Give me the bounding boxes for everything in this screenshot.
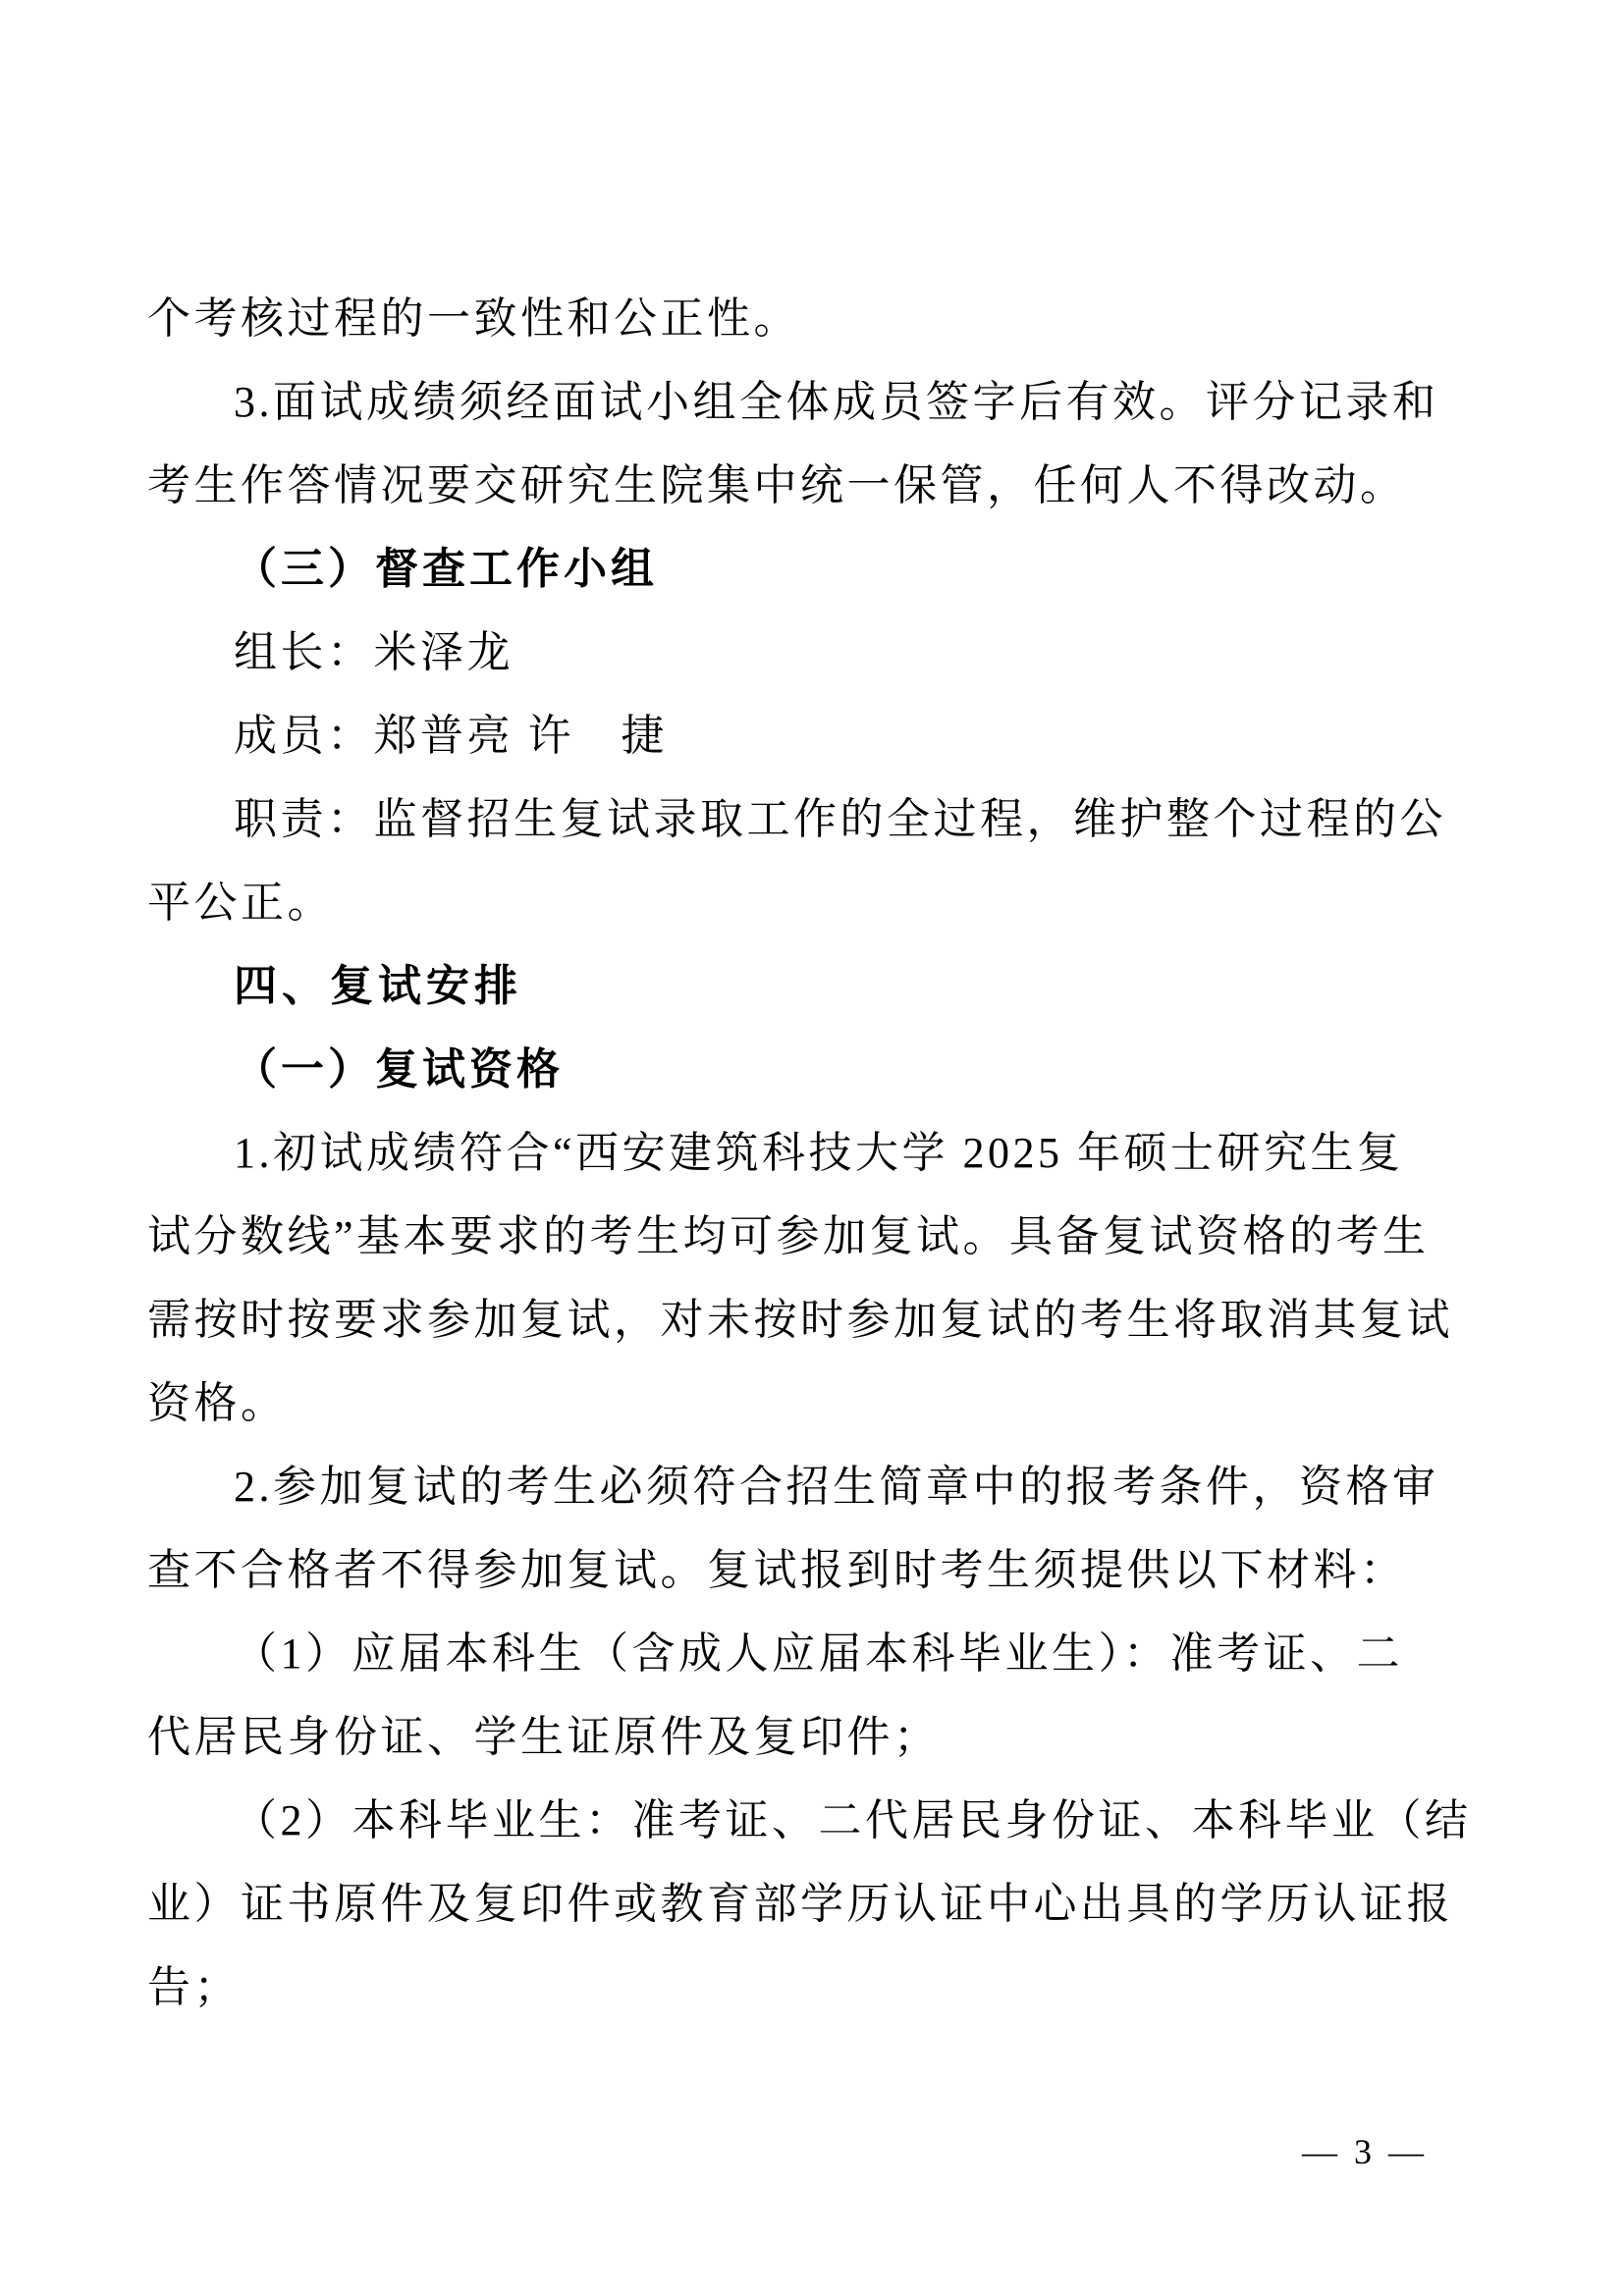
body-text-line: 2.参加复试的考生必须符合招生简章中的报考条件，资格审 — [234, 1463, 1439, 1511]
body-text-line: 资格。 — [147, 1379, 288, 1427]
heading-reexam-arrangement: 四、复试安排 — [234, 962, 522, 1010]
body-text-line: 业）证书原件及复印件或教育部学历认证中心出具的学历认证报 — [147, 1880, 1453, 1928]
heading-reexam-qualification: （一）复试资格 — [234, 1045, 564, 1094]
body-text-line: 试分数线”基本要求的考生均可参加复试。具备复试资格的考生 — [147, 1212, 1430, 1260]
body-text-line: 告； — [147, 1963, 241, 2011]
body-text-line: 平公正。 — [147, 879, 334, 927]
body-text-line-group-members: 成员：郑普亮 许 捷 — [234, 712, 668, 760]
body-text-line: 3.面试成绩须经面试小组全体成员签字后有效。评分记录和 — [234, 378, 1439, 426]
body-text-line: （2）本科毕业生：准考证、二代居民身份证、本科毕业（结 — [234, 1796, 1472, 1844]
document-body — [147, 277, 1487, 2029]
body-text-line-group-leader: 组长：米泽龙 — [234, 628, 514, 676]
body-text-line: 代居民身份证、学生证原件及复印件； — [147, 1713, 941, 1761]
body-text-line: 需按时按要求参加复试，对未按时参加复试的考生将取消其复试 — [147, 1296, 1453, 1344]
body-text-line: 考生作答情况要交研究生院集中统一保管，任何人不得改动。 — [147, 461, 1407, 509]
body-text-line: （1）应届本科生（含成人应届本科毕业生）：准考证、二 — [234, 1629, 1403, 1678]
body-text-line: 个考核过程的一致性和公正性。 — [147, 294, 800, 343]
body-text-line: 查不合格者不得参加复试。复试报到时考生须提供以下材料： — [147, 1546, 1407, 1594]
page-number: — 3 — — [1302, 2132, 1428, 2171]
heading-supervision-group: （三）督查工作小组 — [234, 545, 658, 593]
body-text-line: 1.初试成绩符合“西安建筑科技大学 2025 年硕士研究生复 — [234, 1129, 1404, 1177]
body-text-line-duty: 职责：监督招生复试录取工作的全过程，维护整个过程的公 — [234, 795, 1446, 843]
